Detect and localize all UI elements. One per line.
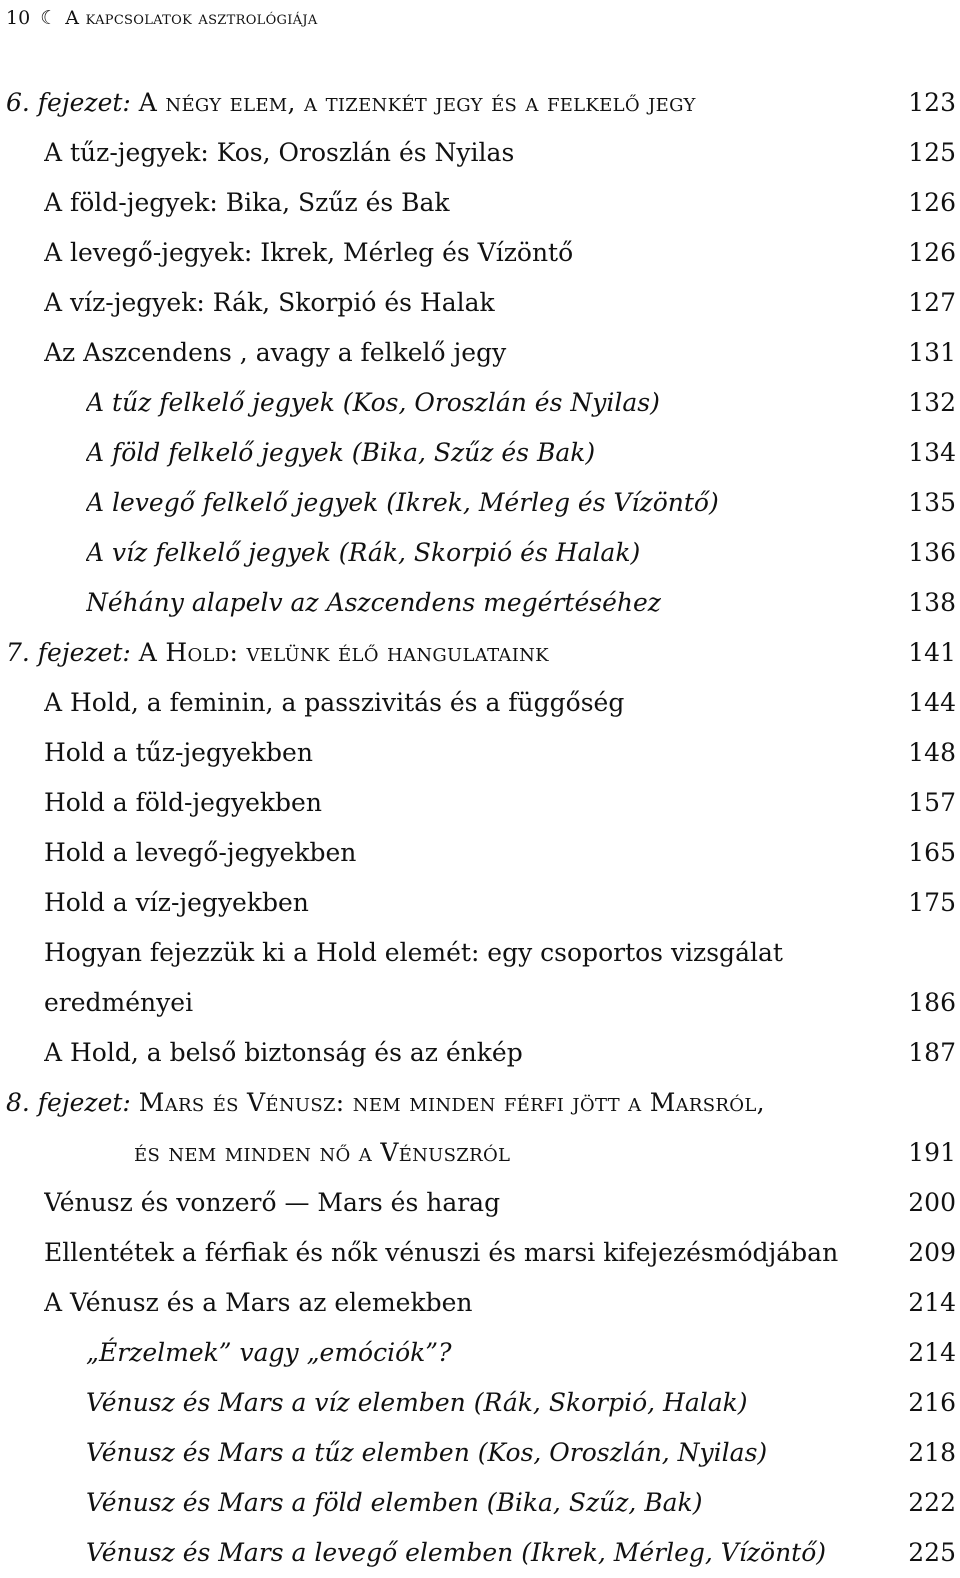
page-ref: 132 [908,388,956,417]
entry-title: Hold a tűz-jegyekben [44,738,313,767]
entry-title: eredményei [44,988,194,1017]
toc-entry[interactable] [0,1228,960,1278]
toc-entry[interactable] [0,728,960,778]
table-of-contents [0,78,960,1578]
entry-title: Hold a víz-jegyekben [44,888,309,917]
toc-entry[interactable] [0,1278,960,1328]
entry-title: Hogyan fejezzük ki a Hold elemét: egy csoportos vizsgálat [44,938,783,967]
toc-chapter-6[interactable] [0,78,960,128]
page-ref: 175 [908,888,956,917]
toc-subentry[interactable] [0,478,960,528]
page-ref: 125 [908,138,956,167]
page-ref: 148 [908,738,956,767]
chapter-title-continuation: és nem minden nő a Vénuszról [134,1138,511,1167]
toc-entry[interactable] [0,828,960,878]
entry-title: Néhány alapelv az Aszcendens megértéséhez [86,588,661,617]
entry-title: A Hold, a belső biztonság és az énkép [44,1038,523,1067]
entry-title: A Vénusz és a Mars az elemekben [44,1288,473,1317]
crescent-moon-icon: ☾ [40,7,58,29]
page-ref: 134 [908,438,956,467]
page-ref: 144 [908,688,956,717]
toc-subentry[interactable] [0,1528,960,1578]
toc-entry[interactable] [0,878,960,928]
toc-entry[interactable] [0,778,960,828]
chapter-number: 8. fejezet: [6,1088,131,1117]
entry-title: A víz-jegyek: Rák, Skorpió és Halak [44,288,495,317]
page-ref: 135 [908,488,956,517]
entry-title: A Hold, a feminin, a passzivitás és a függőség [44,688,625,717]
page-ref: 123 [908,88,956,117]
page-number: 10 [6,7,31,29]
page-ref: 186 [908,988,956,1017]
page-ref: 165 [908,838,956,867]
page-ref: 225 [908,1538,956,1567]
entry-title: Vénusz és Mars a tűz elemben (Kos, Oroszlán, Nyilas) [86,1438,768,1467]
toc-entry[interactable] [0,678,960,728]
toc-chapter-7[interactable] [0,628,960,678]
toc-chapter-8[interactable] [0,1078,960,1128]
entry-title: Hold a föld-jegyekben [44,788,322,817]
chapter-title: A négy elem, a tizenkét jegy és a felkelő jegy [138,88,696,117]
page-ref: 222 [908,1488,956,1517]
toc-subentry[interactable] [0,378,960,428]
page-ref: 126 [908,188,956,217]
entry-title: Vénusz és Mars a föld elemben (Bika, Szűz, Bak) [86,1488,703,1517]
page-ref: 187 [908,1038,956,1067]
toc-entry[interactable] [0,1178,960,1228]
page-ref: 131 [908,338,956,367]
page-ref: 138 [908,588,956,617]
toc-subentry[interactable] [0,578,960,628]
toc-entry[interactable] [0,278,960,328]
entry-title: A föld-jegyek: Bika, Szűz és Bak [44,188,450,217]
chapter-number: 7. fejezet: [6,638,131,667]
entry-title: A levegő felkelő jegyek (Ikrek, Mérleg és Vízöntő) [86,488,719,517]
toc-entry[interactable] [0,328,960,378]
entry-title: „Érzelmek” vagy „emóciók”? [86,1338,452,1367]
toc-entry[interactable] [0,928,960,978]
entry-title: Vénusz és Mars a levegő elemben (Ikrek, Mérleg, Vízöntő) [86,1538,827,1567]
chapter-title: A Hold: velünk élő hangulataink [138,638,549,667]
running-head [6,4,318,32]
entry-title: A tűz-jegyek: Kos, Oroszlán és Nyilas [44,138,515,167]
page-ref: 209 [908,1238,956,1267]
entry-title: Vénusz és Mars a víz elemben (Rák, Skorpió, Halak) [86,1388,748,1417]
page-ref: 157 [908,788,956,817]
toc-subentry[interactable] [0,428,960,478]
page-ref: 136 [908,538,956,567]
chapter-title: Mars és Vénusz: nem minden férfi jött a Marsról, [138,1088,765,1117]
entry-title: A levegő-jegyek: Ikrek, Mérleg és Vízöntő [44,238,574,267]
toc-chapter-8-continuation[interactable] [0,1128,960,1178]
page-ref: 141 [908,638,956,667]
page-ref: 126 [908,238,956,267]
toc-subentry[interactable] [0,1428,960,1478]
page-ref: 127 [908,288,956,317]
entry-title: Az Aszcendens , avagy a felkelő jegy [44,338,507,367]
entry-title: A víz felkelő jegyek (Rák, Skorpió és Halak) [86,538,641,567]
toc-entry[interactable] [0,228,960,278]
page-ref: 218 [908,1438,956,1467]
toc-entry-continuation[interactable] [0,978,960,1028]
toc-subentry[interactable] [0,1328,960,1378]
entry-title: Vénusz és vonzerő — Mars és harag [44,1188,501,1217]
page-ref: 191 [908,1138,956,1167]
chapter-number: 6. fejezet: [6,88,131,117]
toc-entry[interactable] [0,1028,960,1078]
page-ref: 200 [908,1188,956,1217]
page-ref: 214 [908,1288,956,1317]
entry-title: Hold a levegő-jegyekben [44,838,357,867]
entry-title: A tűz felkelő jegyek (Kos, Oroszlán és Nyilas) [86,388,660,417]
entry-title: Ellentétek a férfiak és nők vénuszi és marsi kifejezésmódjában [44,1238,839,1267]
toc-entry[interactable] [0,128,960,178]
entry-title: A föld felkelő jegyek (Bika, Szűz és Bak) [86,438,596,467]
toc-subentry[interactable] [0,528,960,578]
toc-subentry[interactable] [0,1478,960,1528]
page-ref: 214 [908,1338,956,1367]
page-ref: 216 [908,1388,956,1417]
book-title: A kapcsolatok asztrológiája [65,7,318,29]
toc-subentry[interactable] [0,1378,960,1428]
toc-entry[interactable] [0,178,960,228]
